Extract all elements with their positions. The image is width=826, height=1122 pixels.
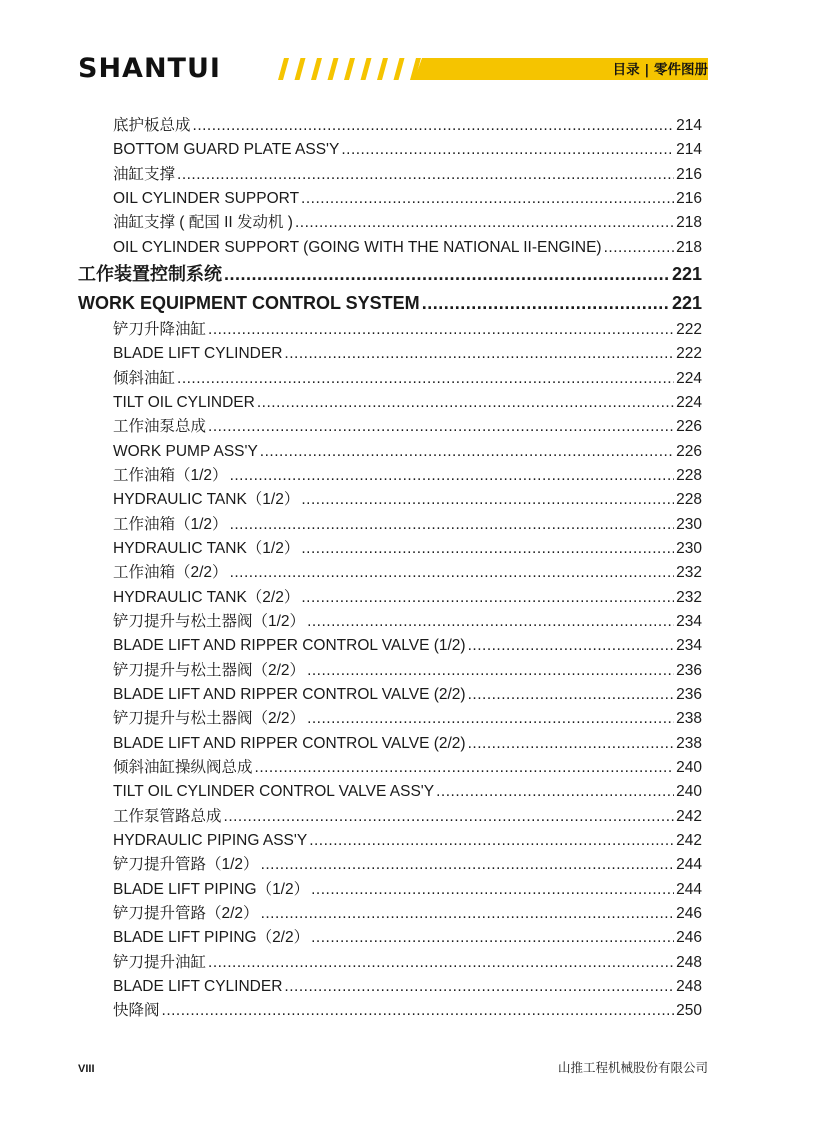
toc-entry-page: 216 bbox=[676, 189, 702, 207]
toc-entry[interactable] bbox=[113, 951, 702, 975]
dot-leader bbox=[295, 211, 674, 235]
dot-leader bbox=[301, 187, 674, 211]
toc-entry-page: 246 bbox=[676, 929, 702, 947]
dot-leader bbox=[341, 138, 674, 162]
toc-section-entry[interactable] bbox=[78, 289, 702, 318]
header-stripe bbox=[361, 58, 372, 80]
toc-entry-page: 240 bbox=[676, 758, 702, 776]
toc-entry[interactable] bbox=[113, 829, 702, 853]
toc-entry-title: 铲刀升降油缸 bbox=[113, 320, 207, 338]
toc-entry-page: 250 bbox=[676, 1002, 702, 1020]
toc-entry-page: 246 bbox=[676, 904, 702, 922]
toc-entry-page: 230 bbox=[676, 539, 702, 557]
toc-entry-title: 快降阀 bbox=[113, 1002, 160, 1020]
page-header bbox=[0, 0, 826, 100]
toc-entry-title: 工作油泵总成 bbox=[113, 418, 207, 436]
toc-entry[interactable] bbox=[113, 318, 702, 342]
header-stripe bbox=[344, 58, 355, 80]
dot-leader bbox=[307, 610, 674, 634]
toc-entry-title: 倾斜油缸操纵阀总成 bbox=[113, 758, 253, 776]
toc-entry[interactable] bbox=[113, 488, 702, 512]
dot-leader bbox=[162, 999, 675, 1023]
toc-entry-page: 232 bbox=[676, 564, 702, 582]
toc-entry-page: 228 bbox=[676, 466, 702, 484]
toc-entry-page: 248 bbox=[676, 953, 702, 971]
dot-leader bbox=[301, 586, 674, 610]
toc-entry-page: 236 bbox=[676, 685, 702, 703]
toc-entry[interactable] bbox=[113, 513, 702, 537]
toc-entry-page: 224 bbox=[676, 369, 702, 387]
toc-entry-page: 218 bbox=[676, 238, 702, 256]
header-stripe bbox=[278, 58, 289, 80]
header-stripe bbox=[311, 58, 322, 80]
dot-leader bbox=[177, 163, 674, 187]
dot-leader bbox=[208, 951, 674, 975]
toc-entry-title: BLADE LIFT AND RIPPER CONTROL VALVE (1/2) bbox=[113, 637, 466, 655]
toc-entry[interactable] bbox=[113, 391, 702, 415]
toc-entry-page: 240 bbox=[676, 783, 702, 801]
toc-entry-page: 248 bbox=[676, 977, 702, 995]
toc-entry-page: 214 bbox=[676, 141, 702, 159]
dot-leader bbox=[230, 513, 675, 537]
header-stripe bbox=[394, 58, 405, 80]
toc-entry-title: BLADE LIFT AND RIPPER CONTROL VALVE (2/2) bbox=[113, 734, 466, 752]
toc-section-entry[interactable] bbox=[78, 260, 702, 289]
dot-leader bbox=[309, 829, 674, 853]
toc-entry[interactable] bbox=[113, 780, 702, 804]
toc-entry[interactable] bbox=[113, 610, 702, 634]
dot-leader bbox=[261, 902, 675, 926]
section-title: 目录 | 零件图册 bbox=[612, 62, 708, 78]
company-name: 山推工程机械股份有限公司 bbox=[557, 1060, 708, 1075]
toc-entry[interactable] bbox=[113, 440, 702, 464]
dot-leader bbox=[193, 114, 675, 138]
toc-entry-page: 214 bbox=[676, 117, 702, 134]
dot-leader bbox=[307, 707, 674, 731]
toc-entry[interactable] bbox=[113, 211, 702, 235]
toc-entry-title: 铲刀提升管路（1/2） bbox=[113, 856, 259, 874]
header-stripe bbox=[377, 58, 388, 80]
dot-leader bbox=[284, 975, 674, 999]
toc-entry-page: 238 bbox=[676, 734, 702, 752]
dot-leader bbox=[307, 659, 674, 683]
toc-entry-title: BLADE LIFT AND RIPPER CONTROL VALVE (2/2) bbox=[113, 685, 466, 703]
toc-entry-page: 226 bbox=[676, 442, 702, 460]
toc-entry-title: WORK PUMP ASS'Y bbox=[113, 442, 258, 460]
toc-entry-page: 238 bbox=[676, 710, 702, 728]
toc-entry-page: 242 bbox=[676, 831, 702, 849]
toc-entry-page: 230 bbox=[676, 515, 702, 533]
toc-entry-title: 工作油箱（1/2） bbox=[113, 515, 228, 533]
dot-leader bbox=[208, 415, 674, 439]
dot-leader bbox=[260, 440, 674, 464]
toc-entry-page: 244 bbox=[676, 856, 702, 874]
toc-entry-title: 底护板总成 bbox=[113, 117, 191, 134]
toc-entry-title: 倾斜油缸 bbox=[113, 369, 176, 387]
toc-entry[interactable] bbox=[113, 236, 702, 260]
toc-entry-title: 工作装置控制系统 bbox=[78, 263, 222, 284]
toc-entry-page: 234 bbox=[676, 637, 702, 655]
dot-leader bbox=[208, 318, 674, 342]
toc-entry-title: BLADE LIFT CYLINDER bbox=[113, 977, 283, 995]
toc-entry[interactable] bbox=[113, 756, 702, 780]
dot-leader bbox=[284, 342, 674, 366]
toc-entry-page: 232 bbox=[676, 588, 702, 606]
dot-leader bbox=[311, 878, 674, 902]
toc-entry[interactable] bbox=[113, 586, 702, 610]
toc-entry-title: 油缸支撑 ( 配国 II 发动机 ) bbox=[113, 214, 293, 232]
dot-leader bbox=[177, 367, 674, 391]
toc-entry-title: 铲刀提升油缸 bbox=[113, 953, 207, 971]
toc-entry-title: TILT OIL CYLINDER bbox=[113, 393, 255, 411]
toc-entry-page: 234 bbox=[676, 612, 702, 630]
toc-entry-page: 228 bbox=[676, 491, 702, 509]
toc-entry-title: 工作泵管路总成 bbox=[113, 807, 222, 825]
toc-entry-title: 铲刀提升与松土器阀（2/2） bbox=[113, 661, 306, 679]
toc-entry-page: 221 bbox=[671, 292, 702, 313]
toc-entry-title: TILT OIL CYLINDER CONTROL VALVE ASS'Y bbox=[113, 783, 435, 801]
toc-entry[interactable] bbox=[113, 853, 702, 877]
toc-entry-title: 铲刀提升与松土器阀（2/2） bbox=[113, 710, 306, 728]
toc-entry[interactable] bbox=[113, 187, 702, 211]
dot-leader bbox=[257, 391, 674, 415]
toc-entry-title: OIL CYLINDER SUPPORT bbox=[113, 189, 300, 207]
toc-entry-title: 油缸支撑 bbox=[113, 165, 176, 183]
toc-entry-title: BLADE LIFT PIPING（2/2） bbox=[113, 929, 310, 947]
dot-leader bbox=[255, 756, 675, 780]
toc-entry-title: BLADE LIFT PIPING（1/2） bbox=[113, 880, 310, 898]
toc-entry-page: 244 bbox=[676, 880, 702, 898]
dot-leader bbox=[230, 464, 675, 488]
header-stripe bbox=[295, 58, 306, 80]
dot-leader bbox=[468, 683, 675, 707]
dot-leader bbox=[422, 289, 670, 318]
dot-leader bbox=[468, 634, 675, 658]
dot-leader bbox=[224, 260, 670, 289]
toc-entry[interactable] bbox=[113, 805, 702, 829]
dot-leader bbox=[604, 236, 675, 260]
header-diagonal-stripes bbox=[278, 58, 421, 80]
toc-entry-title: BLADE LIFT CYLINDER bbox=[113, 345, 283, 363]
dot-leader bbox=[468, 732, 675, 756]
toc-entry-page: 222 bbox=[676, 345, 702, 363]
toc-entry[interactable] bbox=[113, 878, 702, 902]
dot-leader bbox=[301, 488, 674, 512]
toc-entry[interactable] bbox=[113, 114, 702, 138]
toc-entry[interactable] bbox=[113, 163, 702, 187]
toc-entry-page: 226 bbox=[676, 418, 702, 436]
toc-entry-title: HYDRAULIC TANK（1/2） bbox=[113, 491, 300, 509]
toc-entry[interactable] bbox=[113, 732, 702, 756]
toc-entry[interactable] bbox=[113, 138, 702, 162]
toc-entry[interactable] bbox=[113, 537, 702, 561]
toc-entry-page: 236 bbox=[676, 661, 702, 679]
toc-entry-title: OIL CYLINDER SUPPORT (GOING WITH THE NATIONAL II-ENGINE) bbox=[113, 238, 602, 256]
toc-entry[interactable] bbox=[113, 342, 702, 366]
toc-entry-title: BOTTOM GUARD PLATE ASS'Y bbox=[113, 141, 340, 159]
header-stripe bbox=[328, 58, 339, 80]
toc-entry[interactable] bbox=[113, 561, 702, 585]
toc-entry[interactable] bbox=[113, 902, 702, 926]
dot-leader bbox=[224, 805, 675, 829]
toc-entry-title: 工作油箱（1/2） bbox=[113, 466, 228, 484]
toc-entry[interactable] bbox=[113, 634, 702, 658]
dot-leader bbox=[261, 853, 675, 877]
company-logo: SHANTUI bbox=[78, 53, 221, 84]
toc-entry[interactable] bbox=[113, 975, 702, 999]
toc-entry-title: 铲刀提升管路（2/2） bbox=[113, 904, 259, 922]
toc-entry[interactable] bbox=[113, 707, 702, 731]
toc-entry-page: 216 bbox=[676, 165, 702, 183]
toc-entry[interactable] bbox=[113, 415, 702, 439]
dot-leader bbox=[301, 537, 674, 561]
toc-entry-title: WORK EQUIPMENT CONTROL SYSTEM bbox=[78, 292, 420, 313]
dot-leader bbox=[230, 561, 675, 585]
toc-entry[interactable] bbox=[113, 659, 702, 683]
dot-leader bbox=[311, 926, 674, 950]
toc-entry-page: 222 bbox=[676, 320, 702, 338]
toc-entry-title: HYDRAULIC TANK（2/2） bbox=[113, 588, 300, 606]
toc-entry[interactable] bbox=[113, 999, 702, 1023]
toc-entry-title: 工作油箱（2/2） bbox=[113, 564, 228, 582]
toc-entry[interactable] bbox=[113, 464, 702, 488]
toc-entry-page: 218 bbox=[676, 214, 702, 232]
dot-leader bbox=[436, 780, 674, 804]
toc-entry-title: HYDRAULIC TANK（1/2） bbox=[113, 539, 300, 557]
toc-entry-page: 224 bbox=[676, 393, 702, 411]
toc-entry[interactable] bbox=[113, 683, 702, 707]
toc-entry-page: 221 bbox=[671, 263, 702, 284]
page-number: VIII bbox=[78, 1063, 95, 1075]
toc-entry[interactable] bbox=[113, 926, 702, 950]
toc-entry[interactable] bbox=[113, 367, 702, 391]
toc-entry-title: 铲刀提升与松土器阀（1/2） bbox=[113, 612, 306, 630]
toc-entry-page: 242 bbox=[676, 807, 702, 825]
toc-entry-title: HYDRAULIC PIPING ASS'Y bbox=[113, 831, 308, 849]
